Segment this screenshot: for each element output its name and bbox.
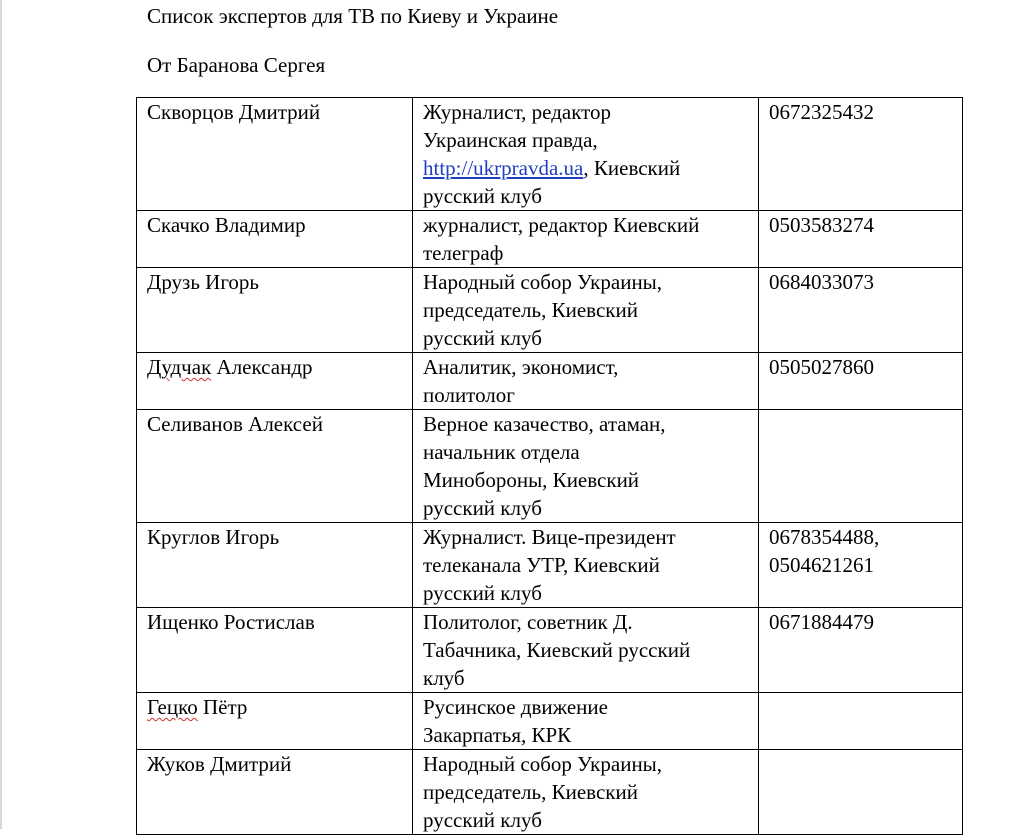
table-row <box>137 410 963 523</box>
table-row <box>137 98 963 211</box>
website-link[interactable]: http://ukrpravda.ua <box>423 156 584 180</box>
spellcheck-flagged-word: Дудчак <box>147 355 212 379</box>
expert-role: Верное казачество, атаман, начальник отдела Минобороны, Киевский русский клуб <box>413 410 759 523</box>
expert-role: Аналитик, экономист, политолог <box>413 353 759 410</box>
expert-name-rest: Пётр <box>197 695 248 719</box>
expert-phone: 0672325432 <box>759 98 963 211</box>
expert-role <box>413 98 759 211</box>
table-row <box>137 353 963 410</box>
document-title: Список экспертов для ТВ по Киеву и Украине <box>147 4 559 28</box>
spellcheck-flagged-word: Гецко <box>147 695 198 719</box>
expert-name <box>137 353 413 410</box>
table-row <box>137 268 963 353</box>
expert-role: Народный собор Украины, председатель, Киевский русский клуб <box>413 268 759 353</box>
expert-name: Скачко Владимир <box>137 211 413 268</box>
table-row <box>137 608 963 693</box>
expert-name: Жуков Дмитрий <box>137 750 413 835</box>
experts-table <box>136 97 963 835</box>
expert-name <box>137 693 413 750</box>
expert-phone: 0671884479 <box>759 608 963 693</box>
expert-name-rest: Александр <box>211 355 313 379</box>
expert-name: Ищенко Ростислав <box>137 608 413 693</box>
role-text-suffix: , Киевский русский клуб <box>423 156 681 208</box>
expert-name: Селиванов Алексей <box>137 410 413 523</box>
expert-role: Народный собор Украины, председатель, Киевский русский клуб <box>413 750 759 835</box>
expert-name: Круглов Игорь <box>137 523 413 608</box>
table-row <box>137 523 963 608</box>
expert-phone <box>759 693 963 750</box>
table-row <box>137 750 963 835</box>
expert-phone <box>759 750 963 835</box>
role-text-prefix: Журналист, редактор Украинская правда, <box>423 100 612 152</box>
expert-role: Журналист. Вице-президент телеканала УТР, Киевский русский клуб <box>413 523 759 608</box>
table-row <box>137 693 963 750</box>
expert-phone: 0503583274 <box>759 211 963 268</box>
expert-name: Друзь Игорь <box>137 268 413 353</box>
expert-name: Скворцов Дмитрий <box>137 98 413 211</box>
expert-role: Политолог, советник Д. Табачника, Киевский русский клуб <box>413 608 759 693</box>
expert-phone <box>759 410 963 523</box>
expert-role: журналист, редактор Киевский телеграф <box>413 211 759 268</box>
expert-phone: 0505027860 <box>759 353 963 410</box>
expert-role: Русинское движение Закарпатья, КРК <box>413 693 759 750</box>
expert-phone: 0678354488, 0504621261 <box>759 523 963 608</box>
page-edge <box>0 0 2 829</box>
author-line: От Баранова Сергея <box>147 53 326 77</box>
expert-phone: 0684033073 <box>759 268 963 353</box>
table-row <box>137 211 963 268</box>
